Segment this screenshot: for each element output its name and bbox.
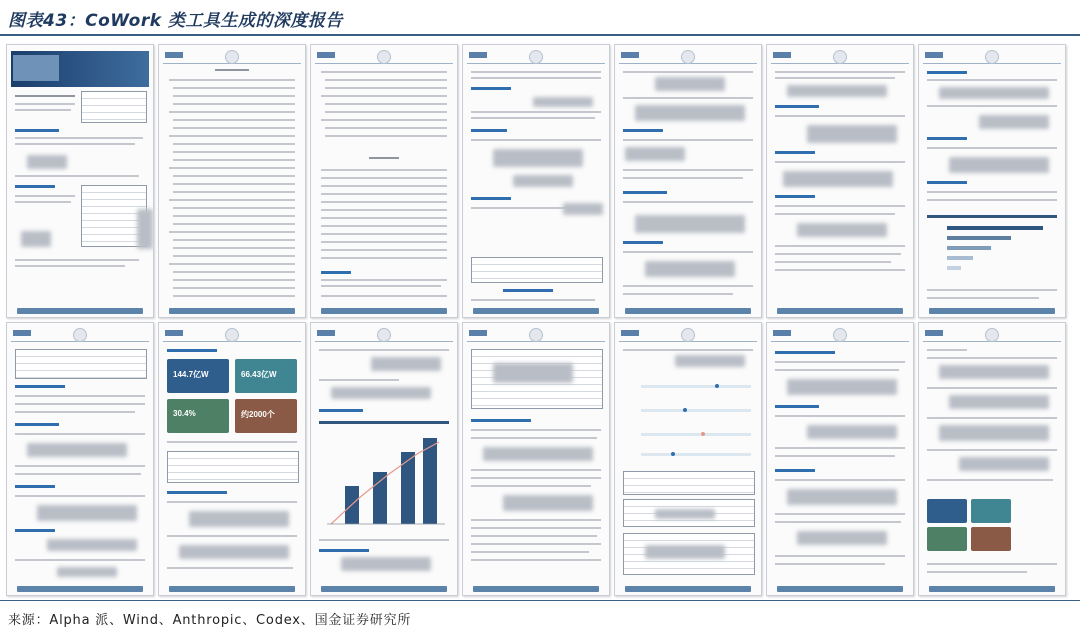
dot-plot-figure <box>623 375 753 459</box>
report-page-summary-cards[interactable] <box>918 322 1066 596</box>
report-page-table-text-b[interactable] <box>462 322 610 596</box>
source-rule <box>0 600 1080 601</box>
report-page-cover[interactable] <box>6 44 154 318</box>
bar-chart-figure <box>927 215 1057 280</box>
report-page-figure-index[interactable] <box>310 44 458 318</box>
report-page-toc[interactable] <box>158 44 306 318</box>
report-page-dot-chart[interactable] <box>614 322 762 596</box>
report-page-text-c[interactable] <box>766 322 914 596</box>
report-gallery <box>0 38 1080 598</box>
metric-card-1-value: 144.7亿W <box>173 370 209 379</box>
report-page-text-table[interactable] <box>462 44 610 318</box>
cover-photo <box>13 55 59 81</box>
source-note: 来源：Alpha 派、Wind、Anthropic、Codex、国金证券研究所 <box>8 613 412 628</box>
bar-line-chart <box>319 421 449 534</box>
summary-card-1 <box>927 499 967 523</box>
metric-card-4 <box>235 399 297 433</box>
metric-card-1 <box>167 359 229 393</box>
summary-card-2 <box>971 499 1011 523</box>
metric-card-3-value: 30.4% <box>173 409 196 418</box>
metric-card-2-value: 66.43亿W <box>241 370 277 379</box>
report-page-text-b[interactable] <box>766 44 914 318</box>
metric-card-3 <box>167 399 229 433</box>
report-page-text-a[interactable] <box>614 44 762 318</box>
report-page-barchart[interactable] <box>918 44 1066 318</box>
metric-card-2 <box>235 359 297 393</box>
report-page-line-chart[interactable] <box>310 322 458 596</box>
report-page-table-text-a[interactable] <box>6 322 154 596</box>
summary-card-3 <box>927 527 967 551</box>
metric-card-4-value: 约2000个 <box>241 410 275 419</box>
figure-title: 图表43：CoWork 类工具生成的深度报告 <box>8 11 343 31</box>
report-page-metric-cards[interactable] <box>158 322 306 596</box>
title-rule <box>0 34 1080 36</box>
summary-card-4 <box>971 527 1011 551</box>
